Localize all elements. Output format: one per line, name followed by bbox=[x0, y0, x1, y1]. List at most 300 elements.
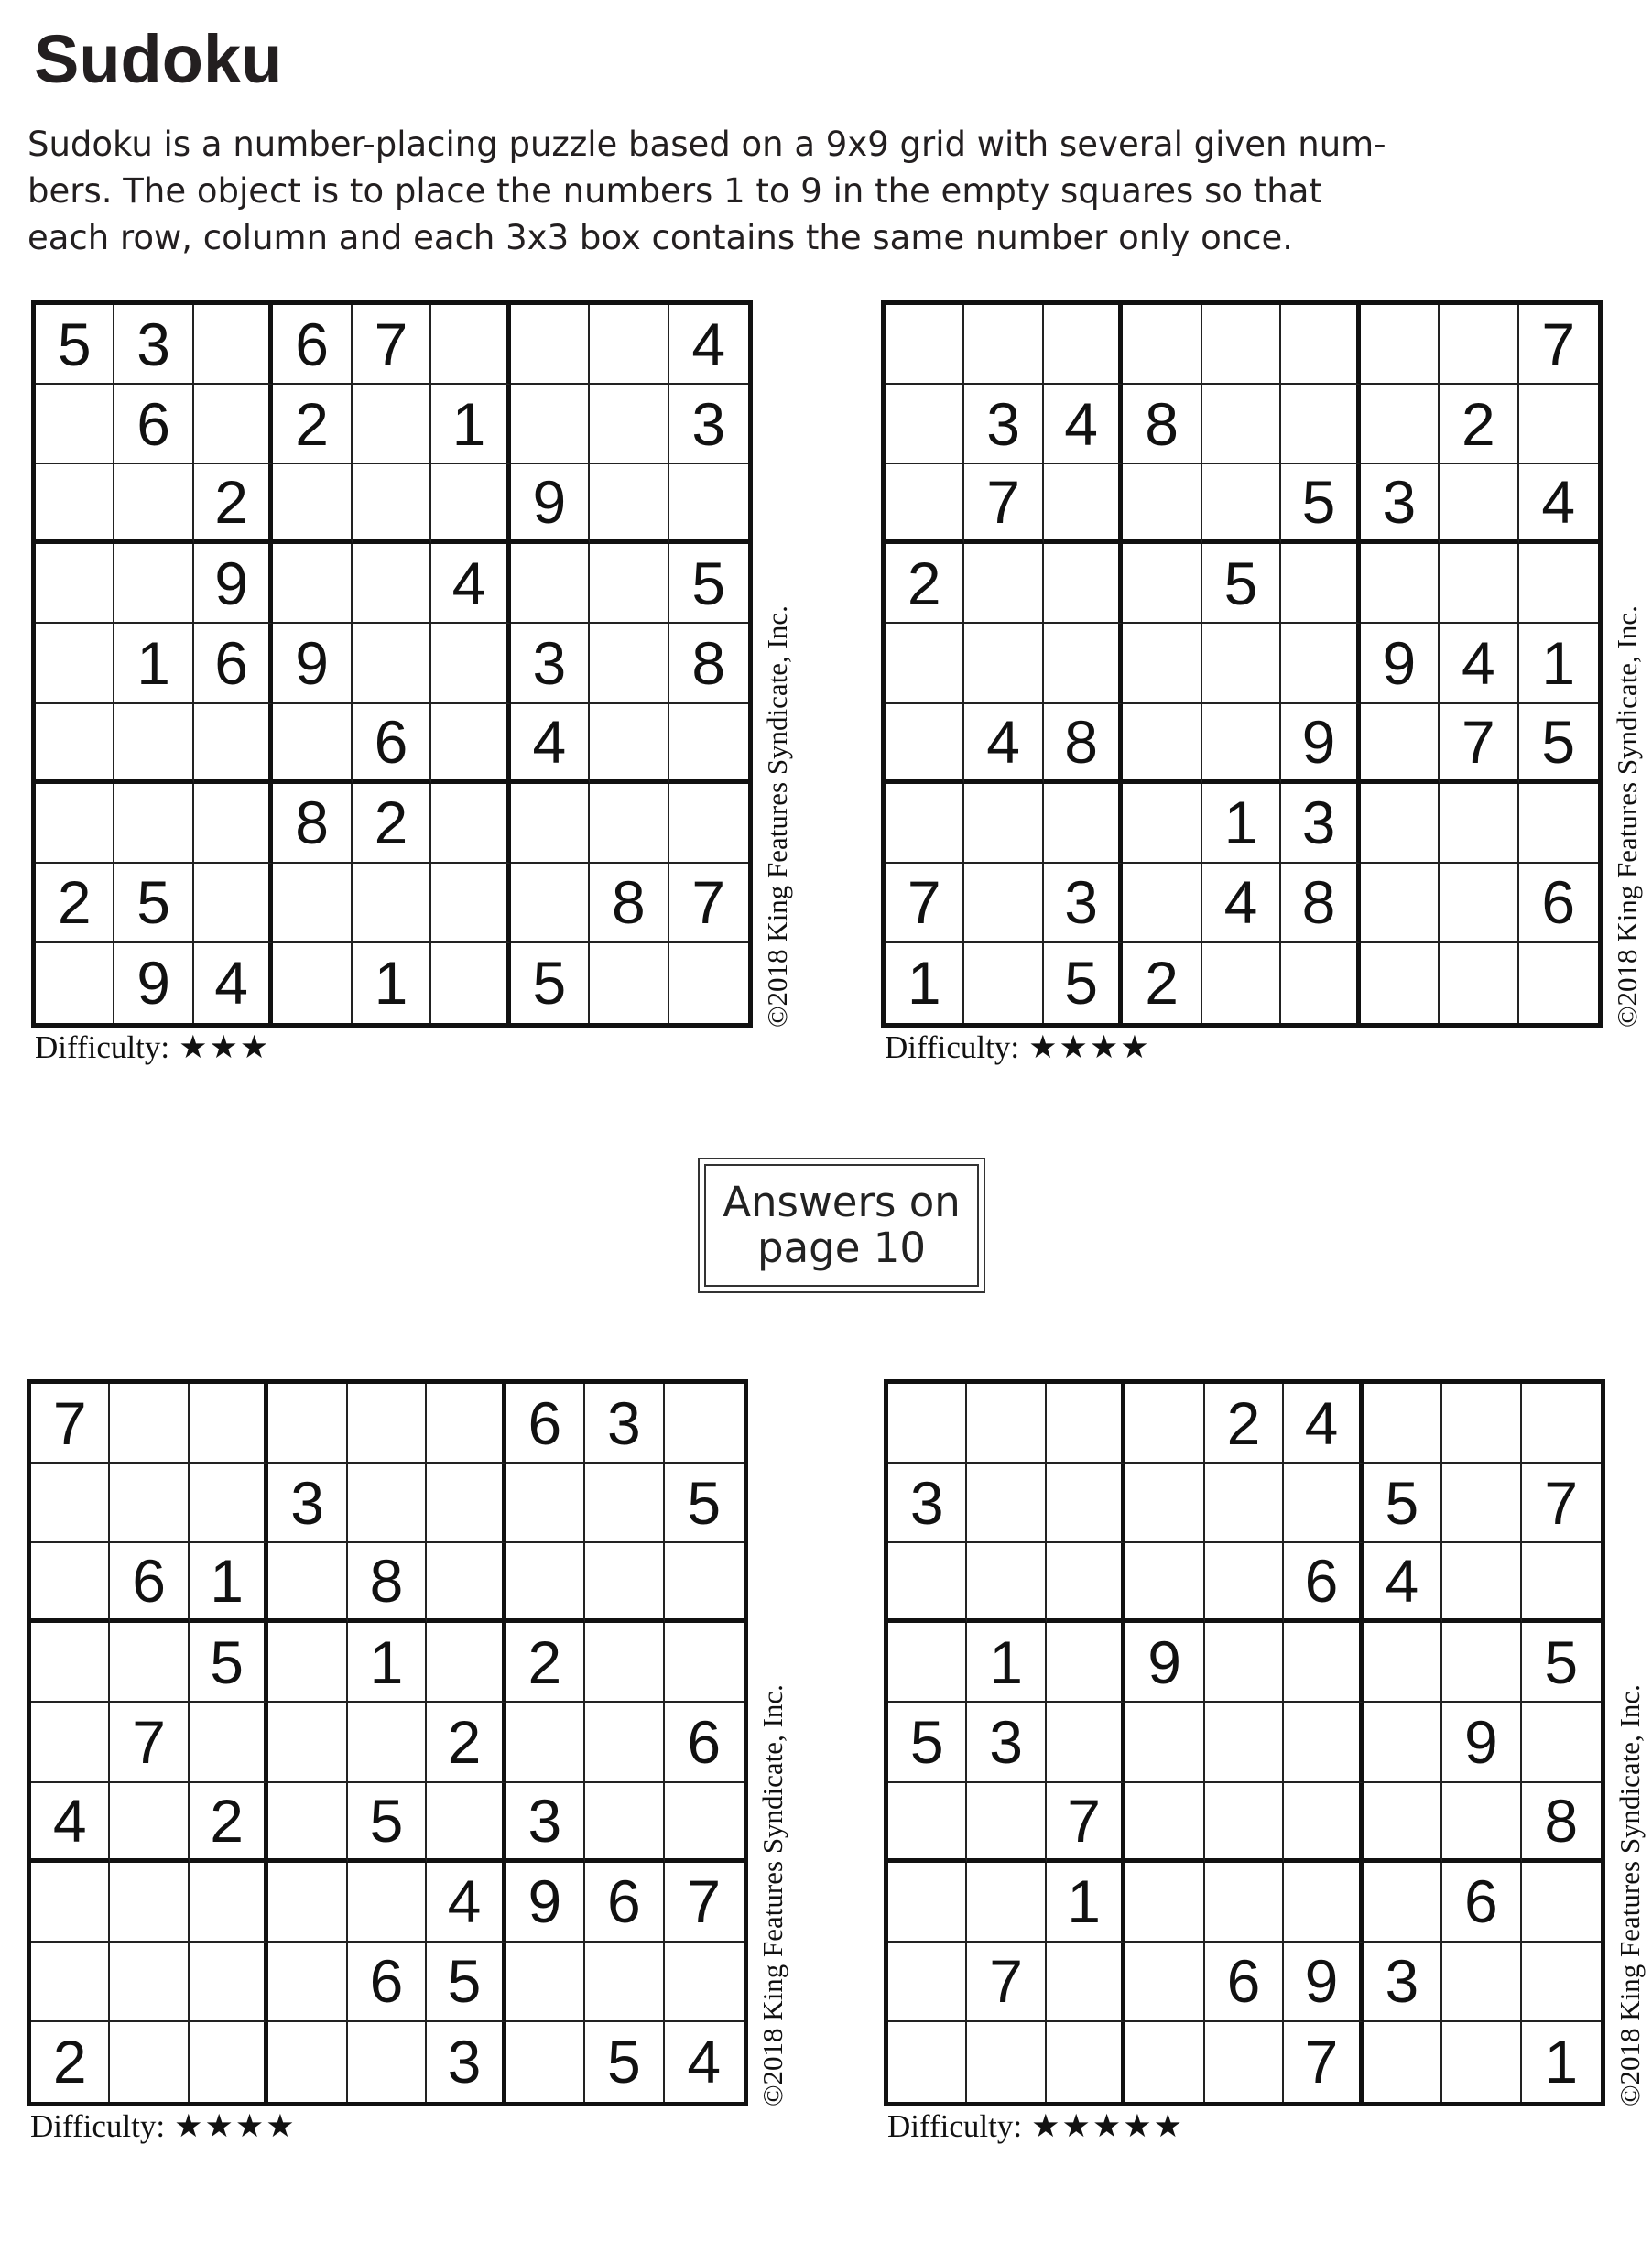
sudoku-cell: 2 bbox=[506, 1623, 585, 1703]
sudoku-cell bbox=[1044, 624, 1123, 703]
copyright-notice: ©2018 King Features Syndicate, Inc. bbox=[1614, 1684, 1646, 2106]
difficulty-label: Difficulty: bbox=[35, 1029, 170, 1065]
sudoku-cell: 5 bbox=[1364, 1464, 1442, 1543]
sudoku-cell bbox=[353, 624, 431, 703]
sudoku-cell bbox=[348, 1464, 427, 1543]
sudoku-cell: 5 bbox=[511, 943, 590, 1023]
sudoku-grid bbox=[881, 300, 1603, 1028]
sudoku-cell bbox=[1047, 2022, 1125, 2102]
sudoku-cell: 6 bbox=[1284, 1543, 1363, 1623]
sudoku-cell bbox=[427, 1623, 505, 1703]
sudoku-cell: 7 bbox=[1440, 704, 1518, 784]
sudoku-cell bbox=[1047, 1623, 1125, 1703]
sudoku-cell bbox=[1047, 1384, 1125, 1464]
sudoku-cell: 4 bbox=[1202, 864, 1281, 943]
sudoku-cell bbox=[31, 1623, 110, 1703]
sudoku-cell bbox=[36, 544, 114, 624]
sudoku-cell bbox=[886, 704, 964, 784]
sudoku-cell bbox=[36, 784, 114, 864]
sudoku-cell bbox=[1361, 864, 1440, 943]
sudoku-cell: 2 bbox=[1440, 385, 1518, 464]
sudoku-cell bbox=[268, 1623, 347, 1703]
sudoku-cell bbox=[1125, 1863, 1204, 1943]
sudoku-cell bbox=[1284, 1863, 1363, 1943]
sudoku-cell: 6 bbox=[348, 1943, 427, 2022]
sudoku-cell bbox=[1442, 2022, 1521, 2102]
sudoku-cell bbox=[585, 1783, 664, 1863]
sudoku-cell: 1 bbox=[1047, 1863, 1125, 1943]
sudoku-cell bbox=[1442, 1543, 1521, 1623]
sudoku-cell bbox=[110, 1943, 189, 2022]
sudoku-cell: 1 bbox=[1519, 624, 1598, 703]
sudoku-cell: 6 bbox=[273, 305, 352, 385]
sudoku-cell: 4 bbox=[194, 943, 273, 1023]
sudoku-cell: 2 bbox=[353, 784, 431, 864]
sudoku-cell: 7 bbox=[669, 864, 748, 943]
intro-line: Sudoku is a number-placing puzzle based on a 9x9 grid with several given num- bbox=[27, 125, 1386, 164]
difficulty-stars: ★★★★ bbox=[174, 2108, 297, 2144]
sudoku-cell: 3 bbox=[1281, 784, 1360, 864]
sudoku-cell: 9 bbox=[273, 624, 352, 703]
sudoku-cell bbox=[506, 1543, 585, 1623]
sudoku-cell bbox=[665, 1783, 744, 1863]
sudoku-cell: 4 bbox=[687, 2028, 722, 2096]
sudoku-cell: 7 bbox=[353, 305, 431, 385]
sudoku-cell bbox=[110, 1384, 189, 1464]
sudoku-cell bbox=[1361, 544, 1440, 624]
sudoku-cell: 6 bbox=[194, 624, 273, 703]
sudoku-cell bbox=[31, 1703, 110, 1782]
sudoku-cell: 7 bbox=[1519, 305, 1598, 385]
sudoku-cell bbox=[353, 864, 431, 943]
sudoku-cell: 1 bbox=[114, 624, 193, 703]
sudoku-cell: 6 bbox=[353, 704, 431, 784]
sudoku-cell bbox=[1284, 1623, 1363, 1703]
sudoku-cell bbox=[353, 544, 431, 624]
sudoku-cell bbox=[1205, 1464, 1284, 1543]
sudoku-cell bbox=[1044, 464, 1123, 544]
sudoku-cell bbox=[1281, 624, 1360, 703]
sudoku-cell bbox=[665, 1623, 744, 1703]
sudoku-cell: 6 bbox=[110, 1543, 189, 1623]
sudoku-cell bbox=[36, 704, 114, 784]
sudoku-cell: 2 bbox=[31, 2022, 110, 2102]
sudoku-cell bbox=[431, 704, 510, 784]
sudoku-cell bbox=[268, 1703, 347, 1782]
answers-note-line: Answers on bbox=[723, 1178, 961, 1226]
sudoku-cell: 8 bbox=[1044, 704, 1123, 784]
sudoku-cell: 6 bbox=[506, 1384, 585, 1464]
sudoku-cell: 2 bbox=[427, 1703, 505, 1782]
sudoku-cell bbox=[888, 1783, 967, 1863]
sudoku-cell bbox=[36, 943, 114, 1023]
sudoku-cell bbox=[431, 624, 510, 703]
sudoku-cell: 5 bbox=[665, 1464, 744, 1543]
sudoku-cell: 6 bbox=[585, 1863, 664, 1943]
sudoku-cell bbox=[1281, 385, 1360, 464]
sudoku-cell: 4 bbox=[1519, 464, 1598, 544]
sudoku-cell bbox=[1123, 305, 1201, 385]
sudoku-cell bbox=[1284, 1783, 1363, 1863]
sudoku-cell: 3 bbox=[964, 385, 1043, 464]
sudoku-cell bbox=[886, 784, 964, 864]
sudoku-cell: 5 bbox=[190, 1623, 268, 1703]
sudoku-cell bbox=[194, 385, 273, 464]
sudoku-cell: 5 bbox=[585, 2022, 664, 2102]
sudoku-cell bbox=[590, 385, 668, 464]
sudoku-cell bbox=[36, 385, 114, 464]
sudoku-cell: 1 bbox=[1544, 2028, 1579, 2096]
sudoku-cell bbox=[190, 1464, 268, 1543]
difficulty-label: Difficulty: bbox=[887, 2108, 1023, 2144]
sudoku-cell bbox=[1442, 1464, 1521, 1543]
sudoku-cell bbox=[1044, 544, 1123, 624]
sudoku-cell: 4 bbox=[431, 544, 510, 624]
sudoku-cell: 3 bbox=[585, 1384, 664, 1464]
sudoku-cell bbox=[665, 1543, 744, 1623]
sudoku-cell bbox=[1205, 1623, 1284, 1703]
sudoku-cell bbox=[511, 864, 590, 943]
sudoku-cell bbox=[1044, 784, 1123, 864]
sudoku-cell bbox=[888, 1543, 967, 1623]
sudoku-cell: 4 bbox=[964, 704, 1043, 784]
sudoku-cell bbox=[888, 2022, 967, 2102]
sudoku-cell: 2 bbox=[36, 864, 114, 943]
sudoku-cell bbox=[1519, 943, 1598, 1023]
sudoku-cell bbox=[1125, 1703, 1204, 1782]
sudoku-cell: 3 bbox=[1044, 864, 1123, 943]
sudoku-cell bbox=[669, 464, 748, 544]
sudoku-cell bbox=[1284, 1703, 1363, 1782]
sudoku-cell bbox=[431, 464, 510, 544]
sudoku-cell bbox=[964, 784, 1043, 864]
sudoku-cell bbox=[1522, 1863, 1601, 1943]
sudoku-cell bbox=[348, 1703, 427, 1782]
difficulty-rating bbox=[30, 2108, 297, 2145]
sudoku-cell bbox=[888, 1384, 967, 1464]
sudoku-cell: 7 bbox=[1047, 1783, 1125, 1863]
sudoku-cell: 1 bbox=[967, 1623, 1046, 1703]
sudoku-cell bbox=[1047, 1943, 1125, 2022]
sudoku-cell bbox=[1519, 385, 1598, 464]
sudoku-grid bbox=[27, 1379, 748, 2106]
sudoku-cell bbox=[1442, 1943, 1521, 2022]
sudoku-cell bbox=[31, 1464, 110, 1543]
sudoku-cell bbox=[1519, 544, 1598, 624]
sudoku-cell bbox=[1440, 305, 1518, 385]
sudoku-cell bbox=[190, 1384, 268, 1464]
sudoku-cell bbox=[110, 1863, 189, 1943]
sudoku-cell bbox=[1123, 784, 1201, 864]
sudoku-cell bbox=[1522, 1543, 1601, 1623]
sudoku-cell bbox=[190, 1703, 268, 1782]
sudoku-cell: 1 bbox=[1202, 784, 1281, 864]
sudoku-cell bbox=[964, 943, 1043, 1023]
sudoku-cell bbox=[1440, 784, 1518, 864]
sudoku-cell bbox=[194, 864, 273, 943]
sudoku-cell bbox=[585, 1943, 664, 2022]
sudoku-cell: 2 bbox=[1205, 1384, 1284, 1464]
sudoku-cell bbox=[888, 1623, 967, 1703]
sudoku-cell: 6 bbox=[1205, 1943, 1284, 2022]
answers-note-line: page 10 bbox=[757, 1224, 926, 1272]
sudoku-cell: 4 bbox=[31, 1783, 110, 1863]
sudoku-cell bbox=[1440, 943, 1518, 1023]
sudoku-cell: 9 bbox=[511, 464, 590, 544]
sudoku-cell bbox=[1442, 1384, 1521, 1464]
sudoku-cell: 9 bbox=[1442, 1703, 1521, 1782]
copyright-notice: ©2018 King Features Syndicate, Inc. bbox=[756, 1684, 788, 2106]
sudoku-cell bbox=[1123, 624, 1201, 703]
sudoku-cell bbox=[1047, 1543, 1125, 1623]
intro-line: each row, column and each 3x3 box contains the same number only once. bbox=[27, 218, 1294, 257]
sudoku-cell: 3 bbox=[511, 624, 590, 703]
sudoku-cell: 9 bbox=[1361, 624, 1440, 703]
sudoku-cell: 8 bbox=[273, 784, 352, 864]
sudoku-cell: 7 bbox=[967, 1943, 1046, 2022]
sudoku-cell bbox=[194, 704, 273, 784]
sudoku-cell bbox=[886, 624, 964, 703]
sudoku-cell bbox=[1205, 2022, 1284, 2102]
sudoku-cell bbox=[511, 544, 590, 624]
sudoku-cell bbox=[353, 464, 431, 544]
sudoku-cell bbox=[1047, 1464, 1125, 1543]
sudoku-cell bbox=[888, 1863, 967, 1943]
sudoku-cell: 2 bbox=[886, 544, 964, 624]
difficulty-label: Difficulty: bbox=[30, 2108, 166, 2144]
sudoku-cell bbox=[114, 464, 193, 544]
sudoku-cell: 5 bbox=[1044, 943, 1123, 1023]
sudoku-cell: 4 bbox=[1284, 1384, 1363, 1464]
sudoku-cell bbox=[268, 2022, 347, 2102]
sudoku-cell: 8 bbox=[590, 864, 668, 943]
sudoku-cell bbox=[1123, 464, 1201, 544]
difficulty-stars: ★★★★★ bbox=[1031, 2108, 1184, 2144]
sudoku-cell bbox=[110, 1623, 189, 1703]
sudoku-cell bbox=[268, 1543, 347, 1623]
sudoku-cell bbox=[348, 1384, 427, 1464]
sudoku-cell bbox=[964, 544, 1043, 624]
sudoku-cell: 3 bbox=[1361, 464, 1440, 544]
sudoku-cell bbox=[967, 1783, 1046, 1863]
sudoku-cell: 6 bbox=[1442, 1863, 1521, 1943]
sudoku-cell: 7 bbox=[31, 1384, 110, 1464]
sudoku-cell: 2 bbox=[273, 385, 352, 464]
sudoku-cell bbox=[886, 464, 964, 544]
sudoku-cell: 8 bbox=[348, 1543, 427, 1623]
sudoku-cell bbox=[1044, 305, 1123, 385]
sudoku-grid bbox=[31, 300, 753, 1028]
sudoku-cell: 5 bbox=[114, 864, 193, 943]
sudoku-cell bbox=[190, 2022, 268, 2102]
sudoku-cell: 6 bbox=[1519, 864, 1598, 943]
sudoku-cell: 4 bbox=[511, 704, 590, 784]
sudoku-cell bbox=[506, 1464, 585, 1543]
sudoku-cell bbox=[669, 943, 748, 1023]
sudoku-cell bbox=[1364, 1623, 1442, 1703]
sudoku-cell bbox=[964, 305, 1043, 385]
sudoku-cell: 4 bbox=[669, 305, 748, 385]
sudoku-cell bbox=[114, 544, 193, 624]
sudoku-cell bbox=[1202, 305, 1281, 385]
sudoku-cell bbox=[268, 1863, 347, 1943]
sudoku-cell: 3 bbox=[888, 1464, 967, 1543]
sudoku-cell: 7 bbox=[665, 1863, 744, 1943]
sudoku-cell bbox=[1440, 464, 1518, 544]
sudoku-cell bbox=[110, 1783, 189, 1863]
sudoku-cell bbox=[511, 784, 590, 864]
sudoku-cell: 9 bbox=[1281, 704, 1360, 784]
sudoku-cell bbox=[31, 1543, 110, 1623]
sudoku-cell bbox=[1205, 1863, 1284, 1943]
sudoku-cell bbox=[1123, 704, 1201, 784]
sudoku-cell: 2 bbox=[190, 1783, 268, 1863]
sudoku-cell bbox=[511, 305, 590, 385]
sudoku-cell bbox=[1440, 864, 1518, 943]
sudoku-cell bbox=[1123, 544, 1201, 624]
sudoku-cell bbox=[967, 2022, 1046, 2102]
sudoku-cell: 9 bbox=[114, 943, 193, 1023]
sudoku-cell bbox=[1442, 1623, 1521, 1703]
sudoku-cell: 4 bbox=[427, 1863, 505, 1943]
sudoku-cell bbox=[1125, 1543, 1204, 1623]
sudoku-cell bbox=[590, 305, 668, 385]
sudoku-cell bbox=[585, 1543, 664, 1623]
sudoku-cell: 8 bbox=[1123, 385, 1201, 464]
sudoku-cell: 9 bbox=[194, 544, 273, 624]
sudoku-cell bbox=[665, 1943, 744, 2022]
sudoku-cell: 5 bbox=[1519, 704, 1598, 784]
sudoku-cell bbox=[273, 704, 352, 784]
sudoku-cell bbox=[1284, 1464, 1363, 1543]
sudoku-cell bbox=[1202, 704, 1281, 784]
sudoku-cell: 5 bbox=[888, 1703, 967, 1782]
sudoku-cell bbox=[1281, 305, 1360, 385]
sudoku-cell: 3 bbox=[506, 1783, 585, 1863]
sudoku-cell bbox=[427, 1783, 505, 1863]
sudoku-cell bbox=[1442, 1783, 1521, 1863]
sudoku-cell bbox=[585, 1464, 664, 1543]
sudoku-cell bbox=[669, 704, 748, 784]
sudoku-cell: 5 bbox=[1522, 1623, 1601, 1703]
sudoku-cell bbox=[110, 2022, 189, 2102]
copyright-notice: ©2018 King Features Syndicate, Inc. bbox=[1611, 605, 1643, 1028]
sudoku-cell: 7 bbox=[964, 464, 1043, 544]
answers-note-box bbox=[698, 1158, 985, 1293]
sudoku-cell bbox=[590, 624, 668, 703]
sudoku-cell bbox=[1364, 1703, 1442, 1782]
sudoku-cell: 7 bbox=[110, 1703, 189, 1782]
sudoku-cell bbox=[1361, 943, 1440, 1023]
sudoku-cell bbox=[110, 1464, 189, 1543]
sudoku-cell bbox=[590, 464, 668, 544]
sudoku-cell: 9 bbox=[1284, 1943, 1363, 2022]
sudoku-cell bbox=[114, 784, 193, 864]
difficulty-rating bbox=[887, 2108, 1184, 2145]
sudoku-cell bbox=[1202, 464, 1281, 544]
difficulty-stars: ★★★★ bbox=[1028, 1029, 1151, 1065]
sudoku-cell: 3 bbox=[427, 2022, 505, 2102]
sudoku-cell: 3 bbox=[967, 1703, 1046, 1782]
sudoku-cell: 3 bbox=[268, 1464, 347, 1543]
sudoku-cell: 8 bbox=[1281, 864, 1360, 943]
sudoku-cell bbox=[1519, 784, 1598, 864]
sudoku-cell bbox=[964, 864, 1043, 943]
sudoku-cell bbox=[1522, 1943, 1601, 2022]
sudoku-cell bbox=[1364, 1384, 1442, 1464]
sudoku-cell: 5 bbox=[1202, 544, 1281, 624]
sudoku-cell: 5 bbox=[1281, 464, 1360, 544]
sudoku-cell bbox=[669, 784, 748, 864]
sudoku-cell bbox=[1522, 1703, 1601, 1782]
difficulty-rating bbox=[35, 1029, 270, 1066]
sudoku-cell: 4 bbox=[1044, 385, 1123, 464]
sudoku-cell: 5 bbox=[36, 305, 114, 385]
sudoku-cell bbox=[1125, 1464, 1204, 1543]
sudoku-cell bbox=[1123, 864, 1201, 943]
sudoku-cell bbox=[964, 624, 1043, 703]
sudoku-cell bbox=[1205, 1543, 1284, 1623]
sudoku-cell: 4 bbox=[1364, 1543, 1442, 1623]
sudoku-cell bbox=[585, 1703, 664, 1782]
sudoku-cell bbox=[427, 1543, 505, 1623]
sudoku-cell: 1 bbox=[431, 385, 510, 464]
sudoku-cell bbox=[967, 1863, 1046, 1943]
sudoku-cell: 3 bbox=[114, 305, 193, 385]
sudoku-cell: 9 bbox=[1125, 1623, 1204, 1703]
sudoku-cell: 3 bbox=[1364, 1943, 1442, 2022]
sudoku-cell bbox=[1361, 704, 1440, 784]
sudoku-cell bbox=[886, 305, 964, 385]
sudoku-cell bbox=[665, 1384, 744, 1464]
sudoku-cell bbox=[431, 305, 510, 385]
sudoku-cell bbox=[886, 385, 964, 464]
sudoku-cell bbox=[190, 1863, 268, 1943]
sudoku-cell bbox=[31, 1943, 110, 2022]
sudoku-cell bbox=[1364, 1863, 1442, 1943]
sudoku-cell bbox=[506, 1943, 585, 2022]
sudoku-cell bbox=[431, 784, 510, 864]
sudoku-cell bbox=[268, 1943, 347, 2022]
copyright-notice: ©2018 King Features Syndicate, Inc. bbox=[761, 605, 793, 1028]
sudoku-cell bbox=[1281, 544, 1360, 624]
sudoku-cell: 1 bbox=[348, 1623, 427, 1703]
sudoku-cell bbox=[888, 1943, 967, 2022]
sudoku-cell bbox=[967, 1384, 1046, 1464]
sudoku-cell bbox=[348, 2022, 427, 2102]
sudoku-cell bbox=[1361, 385, 1440, 464]
sudoku-cell: 7 bbox=[886, 864, 964, 943]
difficulty-rating bbox=[885, 1029, 1151, 1066]
sudoku-cell bbox=[36, 624, 114, 703]
sudoku-cell bbox=[1047, 1703, 1125, 1782]
sudoku-cell bbox=[1361, 784, 1440, 864]
intro-line: bers. The object is to place the numbers 1 to 9 in the empty squares so that bbox=[27, 171, 1322, 211]
sudoku-cell bbox=[967, 1543, 1046, 1623]
sudoku-cell: 5 bbox=[427, 1943, 505, 2022]
sudoku-cell: 1 bbox=[190, 1543, 268, 1623]
difficulty-stars: ★★★ bbox=[179, 1029, 271, 1065]
sudoku-cell: 5 bbox=[348, 1783, 427, 1863]
sudoku-cell: 3 bbox=[669, 385, 748, 464]
sudoku-cell bbox=[353, 385, 431, 464]
sudoku-cell bbox=[1522, 1384, 1601, 1464]
sudoku-cell bbox=[1202, 385, 1281, 464]
sudoku-cell bbox=[268, 1783, 347, 1863]
sudoku-cell bbox=[1202, 624, 1281, 703]
sudoku-cell bbox=[1202, 943, 1281, 1023]
sudoku-cell bbox=[1364, 2022, 1442, 2102]
